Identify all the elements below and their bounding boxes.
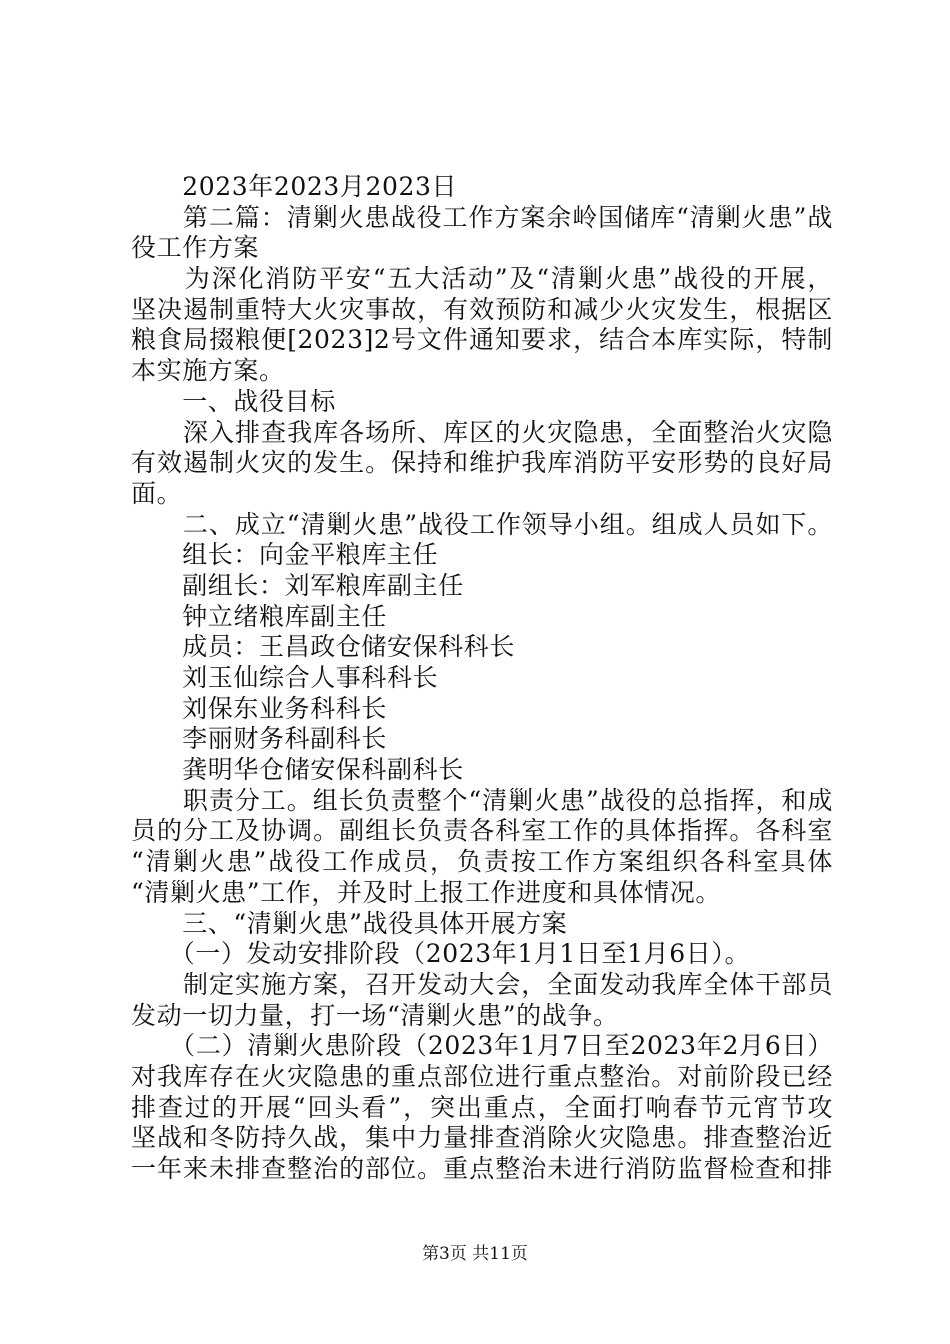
text-line: 二、成立“清剿火患”战役工作领导小组。组成人员如下。 (131, 509, 833, 539)
text-line: 面。 (131, 478, 183, 508)
text-line: 排查过的开展“回头看”，突出重点，全面打响春节元宵节攻 (131, 1092, 833, 1122)
text-line: 第二篇：清剿火患战役工作方案余岭国储库“清剿火患”战 (131, 202, 833, 232)
text-line: 组长：向金平粮库主任 (131, 540, 439, 570)
text-line: 制定实施方案，召开发动大会，全面发动我库全体干部员 (183, 969, 833, 999)
text-line: 成员：王昌政仓储安保科科长 (131, 632, 516, 662)
text-line: 一年来未排查整治的部位。重点整治未进行消防监督检查和排 (131, 1154, 833, 1183)
text-line: 副组长：刘军粮库副主任 (131, 570, 464, 600)
text-line: 龚明华仓储安保科副科长 (131, 755, 464, 785)
text-line: 三、“清剿火患”战役具体开展方案 (131, 908, 568, 938)
text-line: 有效遏制火灾的发生。保持和维护我库消防平安形势的良好局 (131, 448, 833, 478)
text-line: 本实施方案。 (131, 356, 285, 386)
text-line: 员的分工及协调。副组长负责各科室工作的具体指挥。各科室 (131, 816, 833, 846)
text-line: 发动一切力量，打一场“清剿火患”的战争。 (131, 1000, 619, 1030)
text-line: 2023年2023月2023日 (131, 172, 458, 201)
text-line: 坚决遏制重特大火灾事故，有效预防和减少火灾发生，根据区 (131, 294, 833, 324)
text-line: 坚战和冬防持久战，集中力量排查消除火灾隐患。排查整治近 (131, 1123, 833, 1153)
document-body (131, 172, 833, 1185)
page-footer: 第3页 共11页 (422, 1244, 528, 1264)
text-line: 对我库存在火灾隐患的重点部位进行重点整治。对前阶段已经 (131, 1061, 833, 1091)
text-line: 刘玉仙综合人事科科长 (131, 663, 439, 692)
text-line: （二）清剿火患阶段（2023年1月7日至2023年2月6日） (131, 1031, 833, 1061)
text-line: 役工作方案 (131, 233, 260, 263)
text-line: 职责分工。组长负责整个“清剿火患”战役的总指挥，和成 (131, 785, 833, 815)
text-line: “清剿火患”工作，并及时上报工作进度和具体情况。 (131, 877, 721, 907)
text-line: 深入排查我库各场所、库区的火灾隐患，全面整治火灾隐 (183, 417, 833, 447)
text-line: 钟立绪粮库副主任 (131, 601, 388, 631)
text-line: “清剿火患”战役工作成员，负责按工作方案组织各科室具体 (131, 847, 833, 877)
text-line: 刘保东业务科科长 (131, 693, 388, 723)
text-line: 为深化消防平安“五大活动”及“清剿火患”战役的开展， (131, 264, 833, 294)
text-line: 粮食局掇粮便[2023]2号文件通知要求，结合本库实际，特制 (131, 325, 833, 355)
text-line: 一、战役目标 (131, 386, 336, 416)
text-line: （一）发动安排阶段（2023年1月1日至1月6日）。 (131, 939, 751, 969)
text-line: 李丽财务科副科长 (131, 724, 388, 754)
